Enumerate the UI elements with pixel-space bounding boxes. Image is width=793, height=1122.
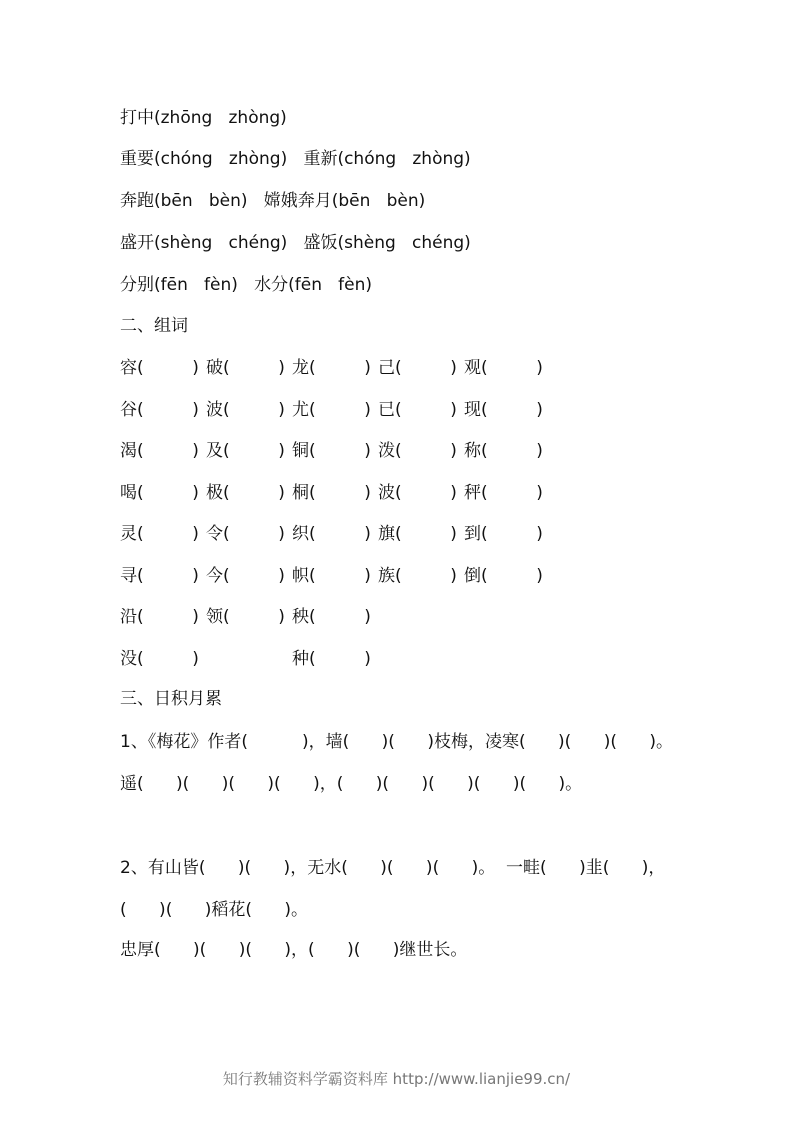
pinyin-line-4: 盛开(shèng chéng) 盛饭(shèng chéng): [120, 233, 471, 253]
word-cell: 令( ): [206, 524, 285, 544]
word-cell: 帜( ): [292, 565, 371, 586]
word-cell: 破( ): [206, 358, 285, 378]
pinyin-line-5: 分别(fēn fèn) 水分(fēn fèn): [120, 275, 373, 295]
word-cell: 寻( ): [120, 565, 199, 586]
word-cell: 族( ): [378, 565, 457, 586]
word-cell: 织( ): [292, 524, 371, 544]
word-cell: 种( ): [292, 648, 371, 669]
footer-watermark: 知行教辅资料学霸资料库 http://www.lianjie99.cn/: [222, 1070, 571, 1088]
section-title-daily-accumulation: 三、日积月累: [120, 689, 222, 709]
word-cell: 尤( ): [292, 399, 371, 420]
word-cell: 极( ): [206, 482, 285, 503]
word-cell: 今( ): [206, 565, 285, 586]
word-cell: 波( ): [206, 399, 285, 420]
word-cell: 领( ): [206, 607, 285, 627]
word-cell: 称( ): [464, 441, 543, 461]
question-1-line-1: 1、《梅花》作者( )，墙( )( )枝梅，凌寒( )( )( )。: [120, 732, 674, 752]
word-cell: 容( ): [120, 358, 199, 378]
word-cell: 谷( ): [120, 399, 199, 420]
word-cell: 旗( ): [378, 524, 457, 544]
word-cell: 桐( ): [292, 482, 371, 503]
word-cell: 秧( ): [292, 607, 371, 627]
question-2-line-3: 忠厚( )( )( )，( )( )继世长。: [120, 940, 468, 960]
word-cell: 渴( ): [120, 441, 199, 461]
word-cell: 观( ): [464, 358, 543, 378]
word-cell: 灵( ): [120, 524, 199, 544]
word-cell: 己( ): [378, 358, 457, 378]
pinyin-line-1: 打中(zhōng zhòng): [120, 108, 287, 128]
question-2-line-1: 2、有山皆( )( )，无水( )( )( )。 一畦( )韭( )，: [120, 858, 666, 878]
pinyin-line-3: 奔跑(bēn bèn) 嫦娥奔月(bēn bèn): [120, 191, 426, 211]
word-cell: 倒( ): [464, 565, 543, 586]
question-1-line-2: 遥( )( )( )( )，( )( )( )( )( )。: [120, 774, 583, 794]
word-cell: 及( ): [206, 441, 285, 461]
word-cell: 铜( ): [292, 441, 371, 461]
word-cell: 泼( ): [378, 441, 457, 461]
question-2-line-2: ( )( )稻花( )。: [120, 900, 309, 920]
word-cell: 到( ): [464, 524, 543, 544]
word-cell: 喝( ): [120, 482, 199, 503]
word-cell: 没( ): [120, 648, 199, 669]
word-cell: 沿( ): [120, 607, 199, 627]
word-cell: 秤( ): [464, 482, 543, 503]
word-cell: 已( ): [378, 399, 457, 420]
pinyin-line-2: 重要(chóng zhòng) 重新(chóng zhòng): [120, 149, 471, 169]
word-cell: 波( ): [378, 482, 457, 503]
word-cell: 龙( ): [292, 358, 371, 378]
section-title-word-building: 二、组词: [120, 316, 188, 336]
word-cell: 现( ): [464, 399, 543, 420]
